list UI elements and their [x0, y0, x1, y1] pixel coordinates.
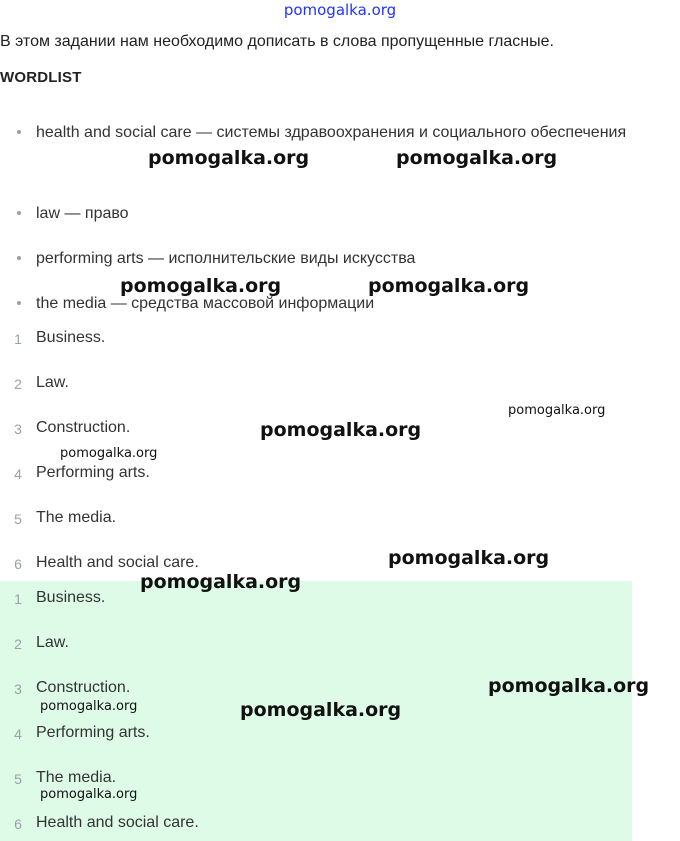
watermark: pomogalka.org	[260, 419, 422, 441]
item-number: 1	[14, 331, 22, 347]
item-text: Law.	[36, 634, 69, 651]
watermark: pomogalka.org	[396, 147, 558, 169]
item-number: 6	[14, 816, 22, 832]
item-number: 5	[14, 511, 22, 527]
item-number: 2	[14, 636, 22, 652]
watermark: pomogalka.org	[140, 571, 302, 593]
watermark: pomogalka.org	[120, 275, 282, 297]
list-item	[0, 370, 640, 400]
watermark: pomogalka.org	[40, 787, 138, 802]
list-item	[0, 810, 640, 840]
watermark: pomogalka.org	[60, 446, 158, 461]
item-number: 1	[14, 591, 22, 607]
item-text: The media.	[36, 769, 117, 786]
wordlist-entry: health and social care — системы здравоохранения и социального обеспечения	[36, 124, 627, 141]
item-text: Performing arts.	[36, 464, 150, 481]
watermark: pomogalka.org	[368, 275, 530, 297]
intro-text: В этом задании нам необходимо дописать в слова пропущенные гласные.	[0, 33, 554, 50]
watermark: pomogalka.org	[240, 699, 402, 721]
item-number: 2	[14, 376, 22, 392]
watermark: pomogalka.org	[148, 147, 310, 169]
list-item	[0, 505, 640, 535]
item-number: 6	[14, 556, 22, 572]
item-number: 5	[14, 771, 22, 787]
item-number: 3	[14, 681, 22, 697]
item-text: Business.	[36, 589, 106, 606]
item-text: The media.	[36, 509, 117, 526]
bullet-icon	[17, 130, 21, 134]
item-text: Business.	[36, 329, 106, 346]
watermark-top: pomogalka.org	[283, 1, 397, 19]
wordlist-entry: the media — средства массовой информации	[36, 295, 375, 312]
item-number: 4	[14, 726, 22, 742]
item-text: Health and social care.	[36, 554, 199, 571]
list-item	[0, 325, 640, 355]
item-text: Health and social care.	[36, 814, 199, 831]
item-number: 4	[14, 466, 22, 482]
wordlist-heading: WORDLIST	[0, 69, 82, 86]
list-item	[0, 585, 640, 615]
bullet-icon	[17, 211, 21, 215]
bullet-icon	[17, 301, 21, 305]
item-text: Construction.	[36, 419, 131, 436]
item-number: 3	[14, 421, 22, 437]
watermark: pomogalka.org	[388, 547, 550, 569]
list-item	[0, 720, 640, 750]
bullet-icon	[17, 256, 21, 260]
wordlist-entry: law — право	[36, 205, 129, 222]
item-text: Construction.	[36, 679, 131, 696]
watermark: pomogalka.org	[508, 403, 606, 418]
list-item	[0, 460, 640, 490]
item-text: Performing arts.	[36, 724, 150, 741]
watermark: pomogalka.org	[40, 699, 138, 714]
item-text: Law.	[36, 374, 69, 391]
list-item	[0, 630, 640, 660]
wordlist-entry: performing arts — исполнительские виды искусства	[36, 250, 416, 267]
watermark: pomogalka.org	[488, 675, 650, 697]
